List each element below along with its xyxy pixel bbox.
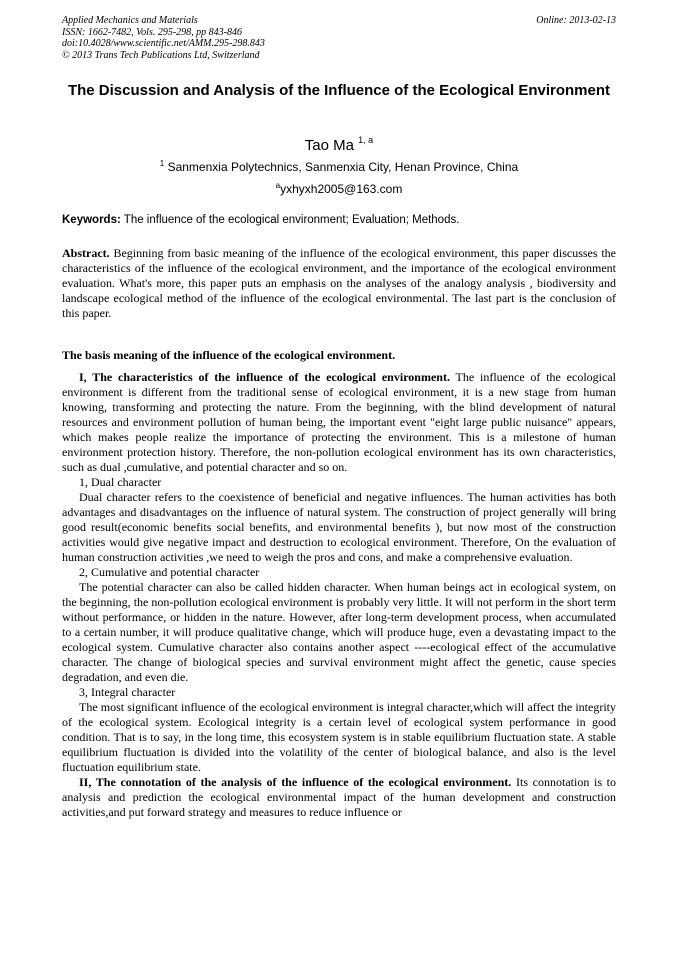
- abstract-text: Beginning from basic meaning of the influence of the ecological environment, this paper discusses the characteristics of the influence of the ecological environment, and the importance of the ecological environment evaluation. What's more, this paper puts an emphasis on the analyses of the analogy analysis , biodiversity and landscape ecological method of the influence of the ecological environmental. The last part is the conclusion of this paper.: [62, 246, 617, 320]
- paragraph-connotation: [62, 775, 616, 820]
- integral-heading: 3, Integral character: [79, 685, 176, 699]
- paragraph-characteristics-text: The influence of the ecological environment is different from the traditional sense of ecological environment, it is a new stage from human knowing, transforming and protecting the nature. From the beginning, with the blind development of natural resources and environment pollution of human being, the important event "eight large public nuisance" appears, which makes people realize the importance of protecting the environment. This is a milestone of human environment protection history. Therefore, the non-pollution ecological environment has its own characteristics, such as dual ,cumulative, and potential character and so on.: [62, 370, 616, 474]
- dual-character-heading: 1, Dual character: [79, 475, 162, 489]
- subsection-heading-i: I, The characteristics of the influence of the ecological environment.: [79, 370, 450, 384]
- abstract-label: Abstract.: [62, 246, 110, 260]
- keywords-label: Keywords:: [62, 214, 121, 226]
- cumulative-heading: 2, Cumulative and potential character: [79, 565, 260, 579]
- email-superscript: a: [275, 181, 281, 190]
- journal-header: [62, 15, 616, 61]
- dual-character-text: Dual character refers to the coexistence of beneficial and negative influences. The human activities has both advantages and disadvantages on the influence of natural system. The construction of project generally will bring good result(economic benefits social benefits, and environmental benefits ), but now most of the construction activities would give negative impact and destruction to ecological environment. Therefore, On the evaluation of human construction activities ,we need to weigh the pros and cons, and make a comprehensive evaluation.: [62, 490, 616, 564]
- subsection-heading-ii: II, The connotation of the analysis of the influence of the ecological environment.: [79, 775, 512, 789]
- affiliation-text: Sanmenxia Polytechnics, Sanmenxia City, Henan Province, China: [167, 160, 519, 174]
- section-body: [62, 370, 616, 820]
- author-name: Tao Ma: [304, 137, 354, 154]
- author-line: [62, 131, 616, 155]
- copyright-line: © 2013 Trans Tech Publications Ltd, Switzerland: [62, 49, 260, 61]
- journal-name: Applied Mechanics and Materials: [62, 15, 198, 26]
- email-line: [62, 179, 616, 196]
- email-address: yxhyxh2005@163.com: [280, 182, 403, 196]
- section-heading: The basis meaning of the influence of the ecological environment.: [62, 348, 396, 362]
- abstract: [62, 246, 616, 321]
- affiliation: [62, 157, 616, 174]
- paragraph-characteristics: [62, 370, 616, 475]
- paper-title: The Discussion and Analysis of the Influence of the Ecological Environment: [67, 82, 611, 99]
- keywords-text: The influence of the ecological environment; Evaluation; Methods.: [123, 214, 460, 226]
- online-date: Online: 2013-02-13: [536, 15, 616, 26]
- keywords: [62, 213, 616, 227]
- affiliation-superscript: 1: [159, 159, 165, 168]
- paragraph-connotation-text: Its connotation is to analysis and prediction the ecological environmental impact of the human development and construction activities,and put forward strategy and measures to reduce influence or: [62, 775, 617, 819]
- cumulative-text: The potential character can also be called hidden character. When human beings act in ecological system, on the beginning, the non-pollution ecological environment is probably very little. It will not perform in the short term without performance, or hidden in the nature. However, after long-term development process, when accumulated to a certain number, it will produce qualitative change, which will produce huge, even a devastating impact to the ecological system. Cumulative character also contains another aspect ----ecological effect of the accumulative character. The change of biological species and survival environment might affect the genetic, cause species degradation, and even die.: [62, 580, 616, 684]
- integral-text: The most significant influence of the ecological environment is integral character,which will affect the integrity of the ecological system. Ecological integrity is a certain level of ecological system performance in good condition. That is to say, in the long time, this ecosystem system is in stable equilibrium fluctuation state. A stable equilibrium fluctuation is divided into the volatility of the center of biological balance, and also is the level fluctuation equilibrium state.: [62, 700, 616, 774]
- doi-line: doi:10.4028/www.scientific.net/AMM.295-298.843: [62, 38, 265, 49]
- issn-line: ISSN: 1662-7482, Vols. 295-298, pp 843-846: [62, 26, 242, 38]
- author-superscript: 1, a: [358, 135, 374, 145]
